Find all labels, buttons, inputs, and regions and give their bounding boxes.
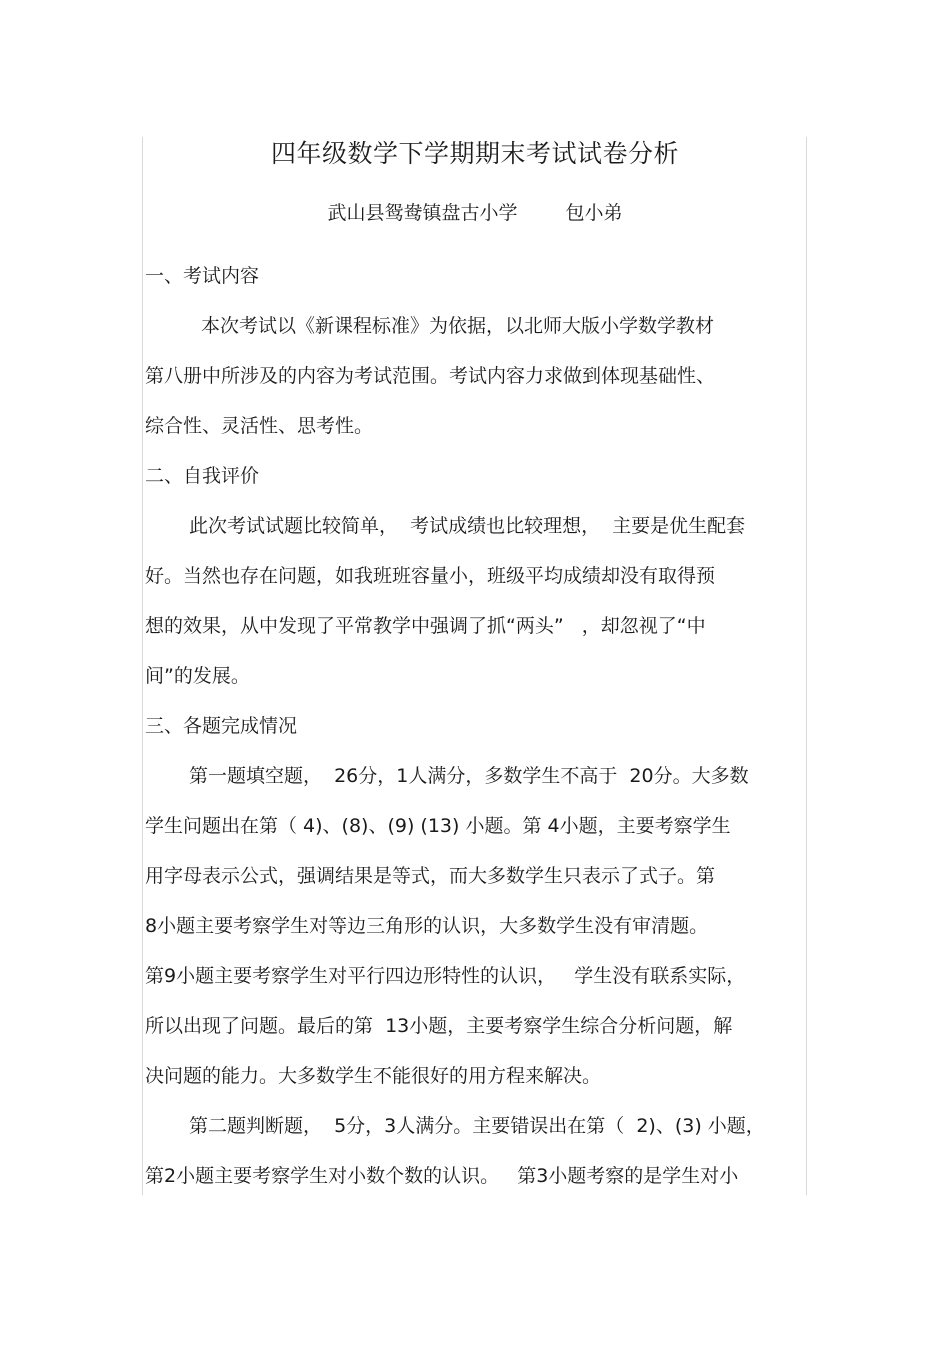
- body-line: 综合性、灵活性、思考性。: [145, 415, 374, 437]
- body-line: 所以出现了问题。最后的第 13小题，主要考察学生综合分析问题，解: [145, 1015, 733, 1037]
- body-line: 此次考试试题比较简单， 考试成绩也比较理想， 主要是优生配套: [189, 515, 746, 537]
- section-heading: 一、考试内容: [145, 265, 260, 287]
- body-line: 第二题判断题， 5分，3人满分。主要错误出在第（ 2)、(3) 小题，: [189, 1115, 765, 1137]
- author-line: [0, 198, 950, 228]
- body-line: 学生问题出在第（ 4)、(8)、(9) (13) 小题。第 4小题，主要考察学生: [145, 815, 731, 837]
- document-title: 四年级数学下学期期末考试试卷分析: [270, 139, 679, 168]
- body-line: 第9小题主要考察学生对平行四边形特性的认识， 学生没有联系实际，: [145, 965, 746, 987]
- left-margin-rule: [142, 137, 143, 1195]
- section-heading: 二、自我评价: [145, 465, 260, 487]
- body-line: 好。当然也存在问题，如我班班容量小，班级平均成绩却没有取得预: [145, 565, 716, 587]
- document-body: [145, 258, 809, 1208]
- body-line: 第2小题主要考察学生对小数个数的认识。 第3小题考察的是学生对小: [145, 1165, 739, 1187]
- author-name: 包小弟: [565, 202, 623, 224]
- body-line: 8小题主要考察学生对等边三角形的认识，大多数学生没有审清题。: [145, 915, 709, 937]
- author-school: 武山县鸳鸯镇盘古小学: [327, 202, 518, 224]
- body-line: 想的效果，从中发现了平常教学中强调了抓“两头” ，却忽视了“中: [145, 615, 706, 637]
- body-line: 本次考试以《新课程标准》为依据，以北师大版小学数学教材: [201, 315, 715, 337]
- body-line: 第八册中所涉及的内容为考试范围。考试内容力求做到体现基础性、: [145, 365, 716, 387]
- body-line: 用字母表示公式，强调结果是等式，而大多数学生只表示了式子。第: [145, 865, 716, 887]
- section-heading: 三、各题完成情况: [145, 715, 298, 737]
- body-line: 间”的发展。: [145, 665, 250, 687]
- body-line: 第一题填空题， 26分，1人满分，多数学生不高于 20分。大多数: [189, 765, 749, 787]
- body-line: 决问题的能力。大多数学生不能很好的用方程来解决。: [145, 1065, 602, 1087]
